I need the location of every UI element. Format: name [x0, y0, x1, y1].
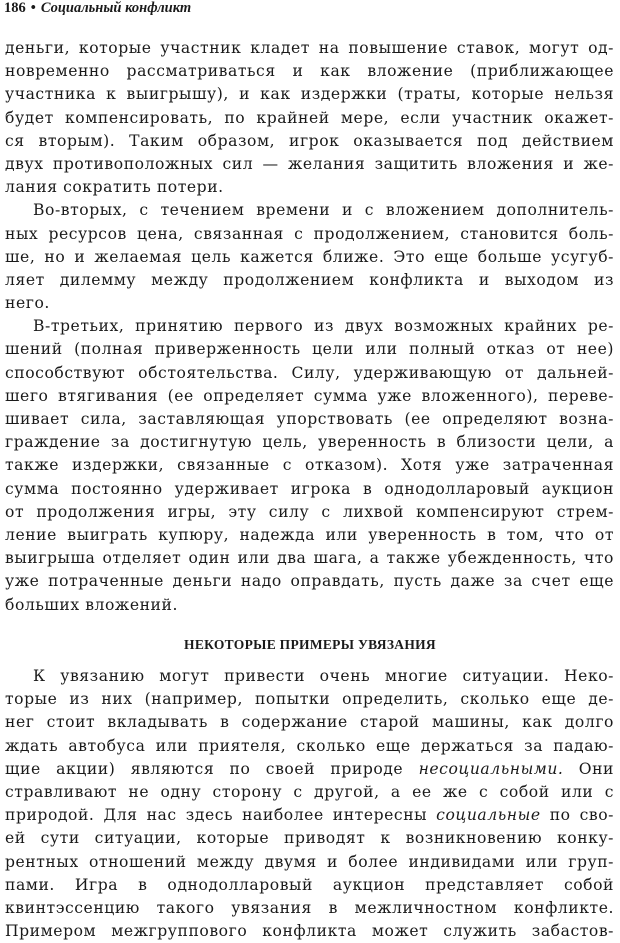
- text-line: сумма постоянно удерживает игрока в однодолларовый аукцион: [5, 479, 614, 498]
- text-segment: по сво-: [540, 806, 614, 825]
- text-line: шений (полная приверженность цели или полный отказ от нее): [5, 340, 614, 359]
- text-block-upper: [5, 37, 614, 617]
- text-line: шивает сила, заставляющая упорствовать (ее определяют возна-: [5, 410, 614, 428]
- text-line: пами. Игра в однодолларовый аукцион представляет собой: [5, 875, 614, 894]
- text-line: от продолжения игры, эту силу с лихвой компенсируют стрем-: [5, 502, 614, 521]
- text-line: также издержки, связанные с отказом). Хотя уже затраченная: [5, 456, 614, 475]
- text-line: ше, но и желаемая цель кажется ближе. Это еще больше усугуб-: [5, 247, 614, 266]
- text-line: Примером межгруппового конфликта может служить забастов-: [5, 922, 614, 941]
- text-line: ждать автобуса или приятеля, сколько еще держаться за падаю-: [5, 736, 614, 755]
- header-separator: •: [30, 0, 36, 16]
- text-line: В-третьих, принятию первого из двух возможных крайних ре-: [33, 317, 614, 336]
- text-line: участника к выигрышу), и как издержки (траты, которые нельзя: [5, 85, 614, 104]
- text-line: будет компенсировать, по крайней мере, если участник окажет-: [5, 108, 614, 127]
- emphasized-term: несоциальными.: [418, 759, 564, 778]
- text-line: торые из них (например, попытки определить, сколько еще де-: [5, 690, 614, 709]
- text-line: деньги, которые участник кладет на повышение ставок, могут од-: [5, 39, 614, 57]
- text-line: ся вторым). Таким образом, игрок оказывается под действием: [5, 131, 614, 150]
- text-line: способствуют обстоятельства. Силу, удерживающую от дальней-: [5, 363, 614, 382]
- text-segment: природой. Для нас здесь наиболее интересны: [5, 806, 437, 825]
- text-line: [5, 804, 614, 827]
- section-heading: НЕКОТОРЫЕ ПРИМЕРЫ УВЯЗАНИЯ: [184, 637, 436, 652]
- page-number: 186: [4, 0, 26, 16]
- text-line: шего втягивания (ее определяет сумма уже вложенного), переве-: [5, 386, 614, 405]
- text-line: уже потраченные деньги надо оправдать, пусть даже за счет еще: [5, 572, 614, 591]
- text-segment: щие акции) являются по своей природе: [5, 759, 419, 778]
- text-line: нег стоит вкладывать в содержание старой машины, как долго: [5, 713, 614, 732]
- text-line: рентных отношений между двумя и более индивидами или груп-: [5, 852, 614, 871]
- text-line: него.: [5, 294, 50, 313]
- text-block-lower: [5, 665, 614, 943]
- running-title: Социальный конфликт: [40, 0, 192, 16]
- text-line: ей сути ситуации, которые приводят к возникновению конку-: [5, 829, 614, 848]
- text-line: двух противоположных сил — желания защитить вложения и же-: [5, 154, 614, 173]
- running-header: [4, 0, 191, 16]
- text-line: граждение за достигнутую цель, уверенность в близости цели, а: [5, 433, 614, 452]
- text-line: лания сократить потери.: [5, 178, 224, 197]
- text-line: Во-вторых, с течением времени и с вложением дополнитель-: [33, 201, 614, 220]
- text-line: выигрыша отделяет один или два шага, а также убежденность, что: [5, 549, 614, 568]
- emphasized-term: социальные: [436, 806, 541, 825]
- text-line: новременно рассматриваться и как вложение (приближающее: [5, 62, 614, 81]
- text-line: ление выиграть купюру, надежда или уверенность в том, что от: [5, 525, 614, 544]
- text-line: стравливают не одну сторону с другой, а ее же с собой или с: [5, 782, 614, 801]
- text-line: К увязанию могут привести очень многие ситуации. Неко-: [33, 667, 614, 685]
- text-line: ляет дилемму между продолжением конфликта и выходом из: [5, 270, 614, 289]
- text-line: квинтэссенцию такого увязания в межличностном конфликте.: [5, 898, 614, 917]
- text-line: [5, 758, 614, 781]
- text-line: ных ресурсов цена, связанная с продолжением, становится боль-: [5, 224, 614, 243]
- text-line: больших вложений.: [5, 595, 178, 614]
- text-segment: Они: [563, 759, 614, 778]
